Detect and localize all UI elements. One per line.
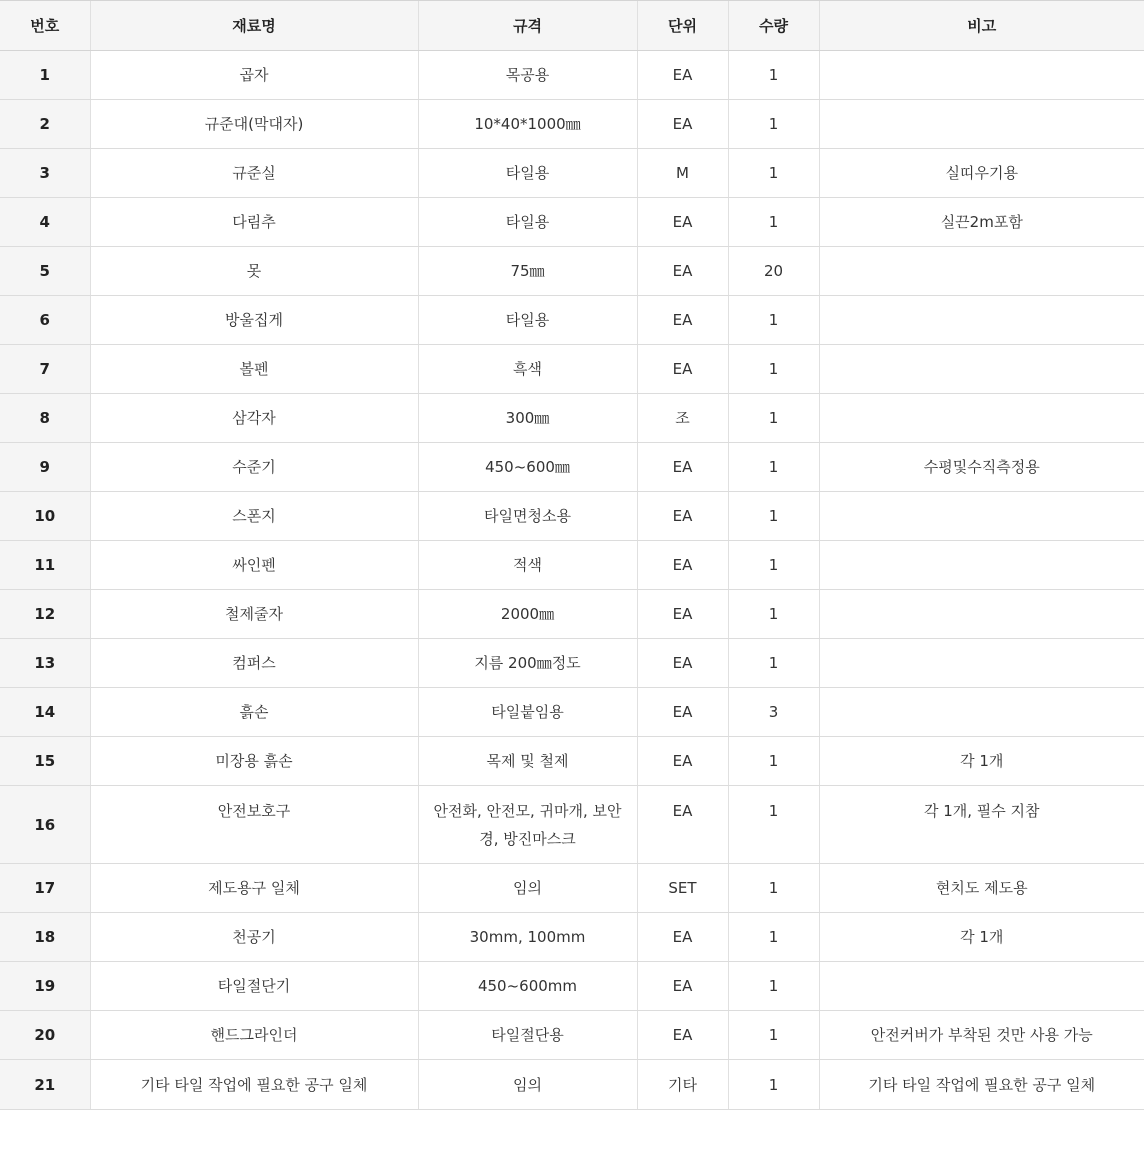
cell-unit: EA: [637, 296, 728, 345]
cell-note: 실끈2m포함: [819, 198, 1144, 247]
cell-unit: EA: [637, 198, 728, 247]
cell-spec: 타일붙임용: [418, 688, 637, 737]
header-spec: 규격: [418, 1, 637, 51]
table-header: [0, 1, 1144, 51]
cell-name: 기타 타일 작업에 필요한 공구 일체: [90, 1060, 418, 1110]
cell-unit: EA: [637, 1011, 728, 1060]
table-row: [0, 639, 1144, 688]
cell-no: 1: [0, 51, 90, 100]
cell-spec: 타일절단용: [418, 1011, 637, 1060]
cell-qty: 3: [728, 688, 819, 737]
cell-spec: 적색: [418, 541, 637, 590]
cell-no: 14: [0, 688, 90, 737]
cell-no: 19: [0, 962, 90, 1011]
cell-spec: 타일용: [418, 296, 637, 345]
cell-qty: 1: [728, 492, 819, 541]
cell-note: 기타 타일 작업에 필요한 공구 일체: [819, 1060, 1144, 1110]
cell-note: 각 1개: [819, 737, 1144, 786]
table-row: [0, 443, 1144, 492]
cell-unit: M: [637, 149, 728, 198]
cell-name: 곱자: [90, 51, 418, 100]
cell-unit: EA: [637, 51, 728, 100]
table-row: [0, 541, 1144, 590]
cell-no: 13: [0, 639, 90, 688]
cell-qty: 1: [728, 786, 819, 864]
cell-qty: 1: [728, 198, 819, 247]
cell-qty: 20: [728, 247, 819, 296]
cell-spec: 타일용: [418, 149, 637, 198]
table-row: [0, 913, 1144, 962]
cell-unit: EA: [637, 492, 728, 541]
cell-spec: 지름 200㎜정도: [418, 639, 637, 688]
cell-qty: 1: [728, 394, 819, 443]
cell-spec: 안전화, 안전모, 귀마개, 보안경, 방진마스크: [418, 786, 637, 864]
cell-name: 볼펜: [90, 345, 418, 394]
cell-name: 스폰지: [90, 492, 418, 541]
cell-note: [819, 688, 1144, 737]
table-row: [0, 100, 1144, 149]
cell-unit: SET: [637, 864, 728, 913]
cell-unit: EA: [637, 541, 728, 590]
cell-note: [819, 590, 1144, 639]
table-row: [0, 590, 1144, 639]
cell-unit: EA: [637, 913, 728, 962]
cell-no: 20: [0, 1011, 90, 1060]
cell-no: 12: [0, 590, 90, 639]
cell-name: 못: [90, 247, 418, 296]
cell-spec: 목공용: [418, 51, 637, 100]
cell-unit: EA: [637, 247, 728, 296]
cell-no: 2: [0, 100, 90, 149]
cell-unit: EA: [637, 962, 728, 1011]
cell-name: 천공기: [90, 913, 418, 962]
cell-unit: EA: [637, 443, 728, 492]
table-row: [0, 296, 1144, 345]
cell-spec: 목제 및 철제: [418, 737, 637, 786]
header-name: 재료명: [90, 1, 418, 51]
table-row: [0, 1060, 1144, 1110]
table-row: [0, 962, 1144, 1011]
cell-qty: 1: [728, 296, 819, 345]
cell-no: 16: [0, 786, 90, 864]
cell-name: 타일절단기: [90, 962, 418, 1011]
cell-qty: 1: [728, 962, 819, 1011]
cell-name: 제도용구 일체: [90, 864, 418, 913]
cell-qty: 1: [728, 590, 819, 639]
cell-note: [819, 492, 1144, 541]
table-row: [0, 786, 1144, 864]
cell-note: [819, 296, 1144, 345]
cell-qty: 1: [728, 737, 819, 786]
cell-qty: 1: [728, 1011, 819, 1060]
cell-name: 삼각자: [90, 394, 418, 443]
cell-note: 각 1개, 필수 지참: [819, 786, 1144, 864]
cell-name: 다림추: [90, 198, 418, 247]
cell-spec: 임의: [418, 864, 637, 913]
cell-no: 6: [0, 296, 90, 345]
cell-no: 4: [0, 198, 90, 247]
cell-note: [819, 962, 1144, 1011]
cell-note: [819, 639, 1144, 688]
cell-qty: 1: [728, 100, 819, 149]
cell-note: 각 1개: [819, 913, 1144, 962]
cell-note: 안전커버가 부착된 것만 사용 가능: [819, 1011, 1144, 1060]
cell-note: [819, 247, 1144, 296]
cell-no: 8: [0, 394, 90, 443]
cell-no: 15: [0, 737, 90, 786]
header-row: [0, 1, 1144, 51]
cell-unit: EA: [637, 786, 728, 864]
cell-spec: 450~600mm: [418, 962, 637, 1011]
table-row: [0, 394, 1144, 443]
cell-name: 싸인펜: [90, 541, 418, 590]
cell-spec: 2000㎜: [418, 590, 637, 639]
cell-unit: EA: [637, 100, 728, 149]
cell-note: 수평및수직측정용: [819, 443, 1144, 492]
cell-name: 수준기: [90, 443, 418, 492]
cell-name: 미장용 흙손: [90, 737, 418, 786]
cell-no: 21: [0, 1060, 90, 1110]
cell-unit: EA: [637, 737, 728, 786]
cell-spec: 임의: [418, 1060, 637, 1110]
cell-qty: 1: [728, 149, 819, 198]
cell-qty: 1: [728, 639, 819, 688]
table-row: [0, 492, 1144, 541]
cell-qty: 1: [728, 541, 819, 590]
table-row: [0, 1011, 1144, 1060]
cell-qty: 1: [728, 51, 819, 100]
table-body: [0, 51, 1144, 1110]
header-no: 번호: [0, 1, 90, 51]
cell-spec: 300㎜: [418, 394, 637, 443]
cell-name: 안전보호구: [90, 786, 418, 864]
cell-no: 3: [0, 149, 90, 198]
table-row: [0, 864, 1144, 913]
cell-no: 9: [0, 443, 90, 492]
cell-name: 규준대(막대자): [90, 100, 418, 149]
cell-unit: 기타: [637, 1060, 728, 1110]
table-row: [0, 688, 1144, 737]
cell-note: 실띠우기용: [819, 149, 1144, 198]
cell-name: 컴퍼스: [90, 639, 418, 688]
cell-no: 10: [0, 492, 90, 541]
cell-qty: 1: [728, 864, 819, 913]
cell-note: [819, 100, 1144, 149]
table-row: [0, 51, 1144, 100]
cell-unit: 조: [637, 394, 728, 443]
cell-spec: 75㎜: [418, 247, 637, 296]
cell-name: 흙손: [90, 688, 418, 737]
table-row: [0, 149, 1144, 198]
header-note: 비고: [819, 1, 1144, 51]
cell-qty: 1: [728, 1060, 819, 1110]
cell-unit: EA: [637, 590, 728, 639]
cell-note: 현치도 제도용: [819, 864, 1144, 913]
cell-spec: 타일용: [418, 198, 637, 247]
cell-unit: EA: [637, 345, 728, 394]
cell-name: 핸드그라인더: [90, 1011, 418, 1060]
cell-unit: EA: [637, 639, 728, 688]
table-row: [0, 345, 1144, 394]
cell-qty: 1: [728, 443, 819, 492]
cell-spec: 흑색: [418, 345, 637, 394]
cell-spec: 450~600㎜: [418, 443, 637, 492]
cell-no: 11: [0, 541, 90, 590]
cell-spec: 10*40*1000㎜: [418, 100, 637, 149]
cell-name: 철제줄자: [90, 590, 418, 639]
cell-note: [819, 541, 1144, 590]
cell-qty: 1: [728, 913, 819, 962]
table-row: [0, 247, 1144, 296]
cell-no: 5: [0, 247, 90, 296]
cell-no: 17: [0, 864, 90, 913]
cell-spec: 30mm, 100mm: [418, 913, 637, 962]
cell-spec: 타일면청소용: [418, 492, 637, 541]
header-unit: 단위: [637, 1, 728, 51]
cell-unit: EA: [637, 688, 728, 737]
cell-note: [819, 394, 1144, 443]
header-qty: 수량: [728, 1, 819, 51]
table-row: [0, 737, 1144, 786]
table-row: [0, 198, 1144, 247]
cell-note: [819, 51, 1144, 100]
cell-note: [819, 345, 1144, 394]
cell-no: 18: [0, 913, 90, 962]
cell-no: 7: [0, 345, 90, 394]
cell-qty: 1: [728, 345, 819, 394]
cell-name: 규준실: [90, 149, 418, 198]
cell-name: 방울집게: [90, 296, 418, 345]
